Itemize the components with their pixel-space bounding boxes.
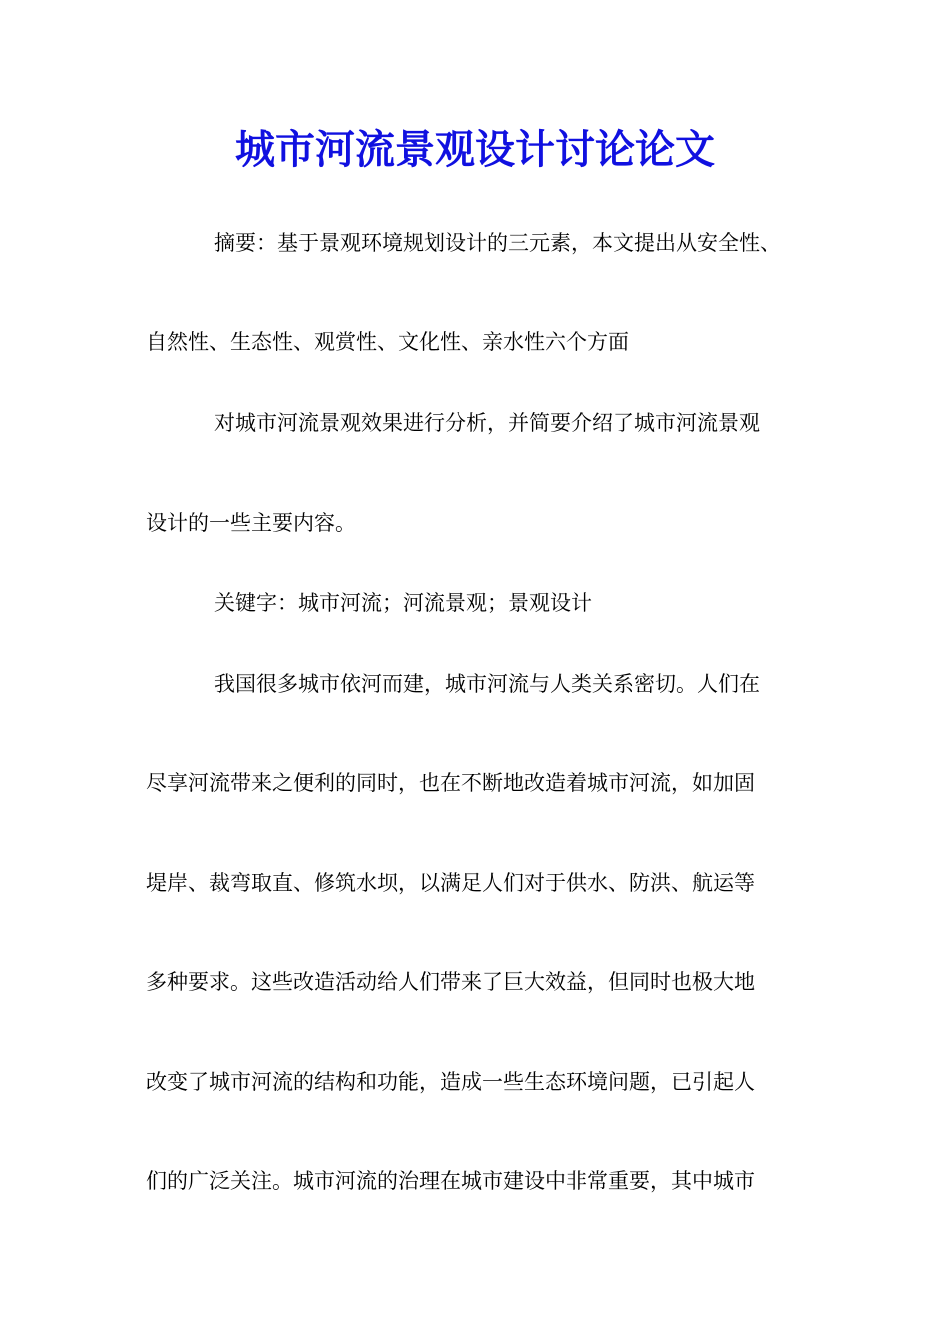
abstract-line-3: 对城市河流景观效果进行分析，并简要介绍了城市河流景观: [214, 411, 760, 435]
keywords-line: 关键字：城市河流；河流景观；景观设计: [214, 591, 592, 615]
body-line-6: 们的广泛关注。城市河流的治理在城市建设中非常重要，其中城市: [146, 1169, 755, 1193]
abstract-line-4: 设计的一些主要内容。: [146, 511, 356, 535]
abstract-line-2: 自然性、生态性、观赏性、文化性、亲水性六个方面: [146, 330, 629, 354]
body-line-1: 我国很多城市依河而建，城市河流与人类关系密切。人们在: [214, 672, 760, 696]
body-line-4: 多种要求。这些改造活动给人们带来了巨大效益，但同时也极大地: [146, 970, 755, 994]
body-line-5: 改变了城市河流的结构和功能，造成一些生态环境问题，已引起人: [146, 1070, 755, 1094]
body-line-3: 堤岸、裁弯取直、修筑水坝，以满足人们对于供水、防洪、航运等: [146, 871, 755, 895]
document-title: 城市河流景观设计讨论论文: [235, 126, 715, 173]
abstract-line-1: 摘要：基于景观环境规划设计的三元素，本文提出从安全性、: [214, 231, 781, 255]
body-line-2: 尽享河流带来之便利的同时，也在不断地改造着城市河流，如加固: [146, 771, 755, 795]
